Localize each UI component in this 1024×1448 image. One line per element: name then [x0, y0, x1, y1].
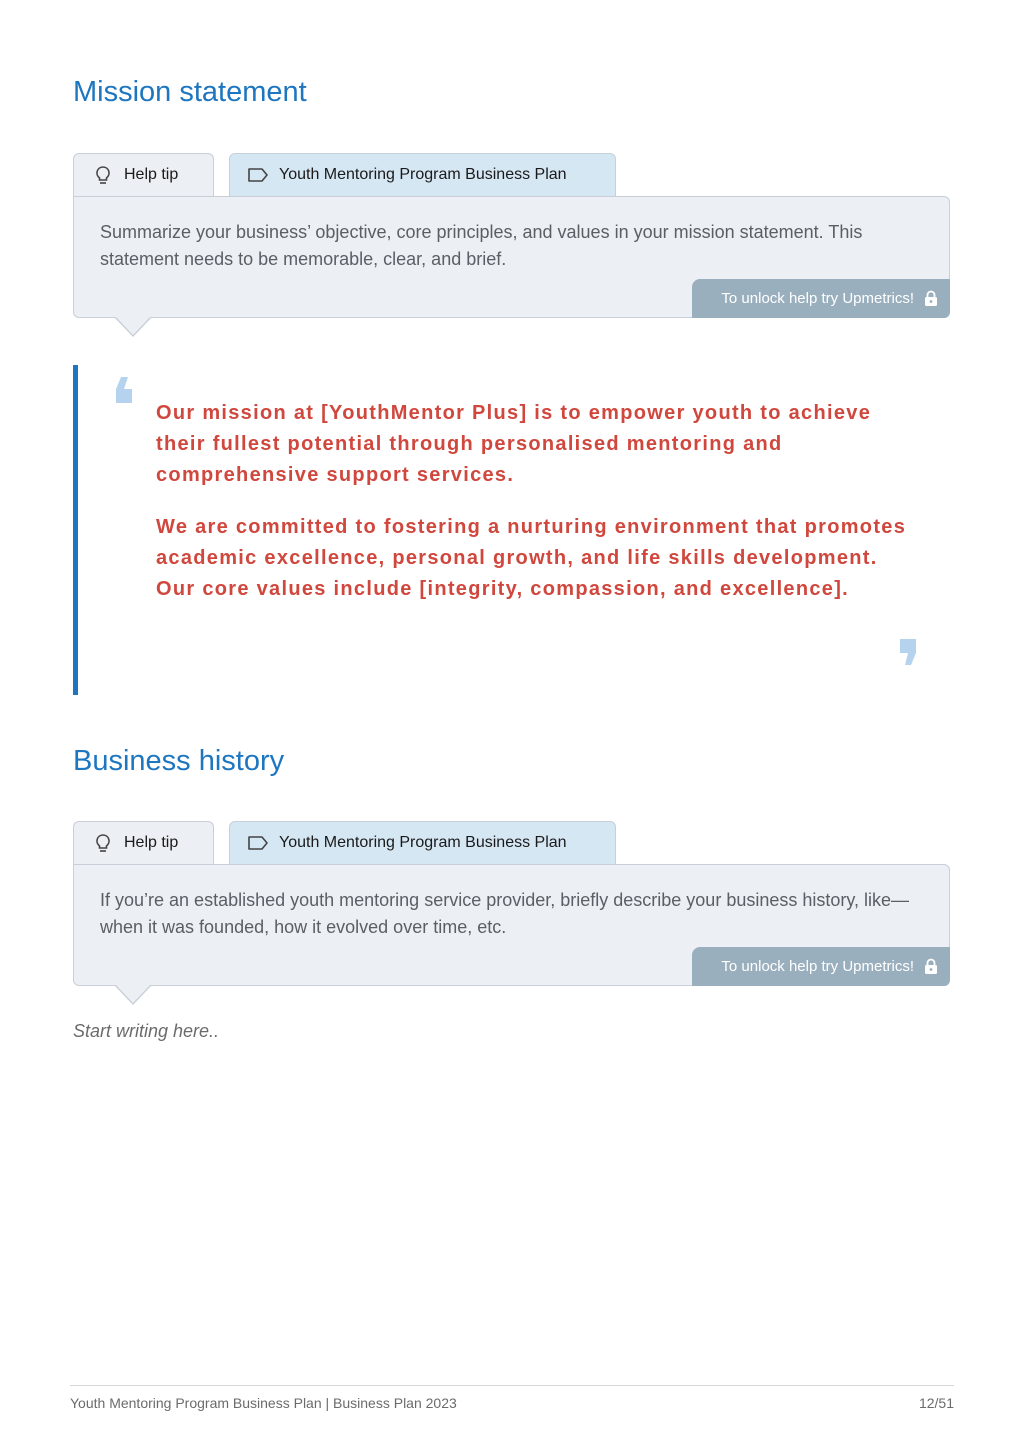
lock-icon — [924, 958, 938, 975]
mission-help-tip-box — [73, 196, 950, 318]
open-quote-icon — [114, 375, 134, 410]
history-help-tip-text: If you’re an established youth mentoring service provider, briefly describe your business history, like—when it was founded, how it evolved over time, etc. — [100, 890, 910, 937]
mission-quote-block — [73, 365, 950, 695]
history-help-tip-box — [73, 864, 950, 986]
tag-icon — [247, 164, 269, 186]
close-quote-icon — [898, 637, 918, 672]
tab-business-plan-label: Youth Mentoring Program Business Plan — [279, 834, 567, 851]
lock-icon — [924, 290, 938, 307]
history-tabs — [73, 821, 673, 866]
tag-icon — [247, 832, 269, 854]
mission-tabs — [73, 153, 673, 198]
mission-unlock-button[interactable] — [692, 279, 950, 318]
unlock-label: To unlock help try Upmetrics! — [721, 958, 914, 975]
mission-quote-paragraph-2: We are committed to fostering a nurturing environment that promotes academic excellence, personal growth, and life skills development. Our core values include [integrity, compassion, and excellence]. — [156, 516, 907, 600]
lightbulb-icon — [92, 164, 114, 186]
mission-quote-paragraph-1: Our mission at [YouthMentor Plus] is to empower youth to achieve their fullest potential through personalised mentoring and comprehensive support services. — [156, 402, 872, 486]
tab-business-plan[interactable] — [229, 821, 616, 864]
unlock-label: To unlock help try Upmetrics! — [721, 290, 914, 307]
history-writing-placeholder[interactable]: Start writing here.. — [73, 1021, 220, 1041]
tab-business-plan-label: Youth Mentoring Program Business Plan — [279, 166, 567, 183]
footer-document-title: Youth Mentoring Program Business Plan | Business Plan 2023 — [70, 1395, 457, 1411]
footer-page-number: 12/51 — [918, 1395, 954, 1411]
history-unlock-button[interactable] — [692, 947, 950, 986]
lightbulb-icon — [92, 832, 114, 854]
tab-help-tip-label: Help tip — [124, 834, 179, 851]
tab-help-tip-label: Help tip — [124, 166, 179, 183]
tab-business-plan[interactable] — [229, 153, 616, 196]
mission-help-tip-text: Summarize your business’ objective, core principles, and values in your mission statement. This statement needs to be memorable, clear, and brief. — [100, 222, 863, 269]
tab-help-tip[interactable] — [73, 821, 214, 864]
mission-statement-heading: Mission statement — [73, 76, 307, 108]
tab-help-tip[interactable] — [73, 153, 214, 196]
business-history-heading: Business history — [73, 745, 285, 777]
footer-divider — [70, 1385, 954, 1386]
